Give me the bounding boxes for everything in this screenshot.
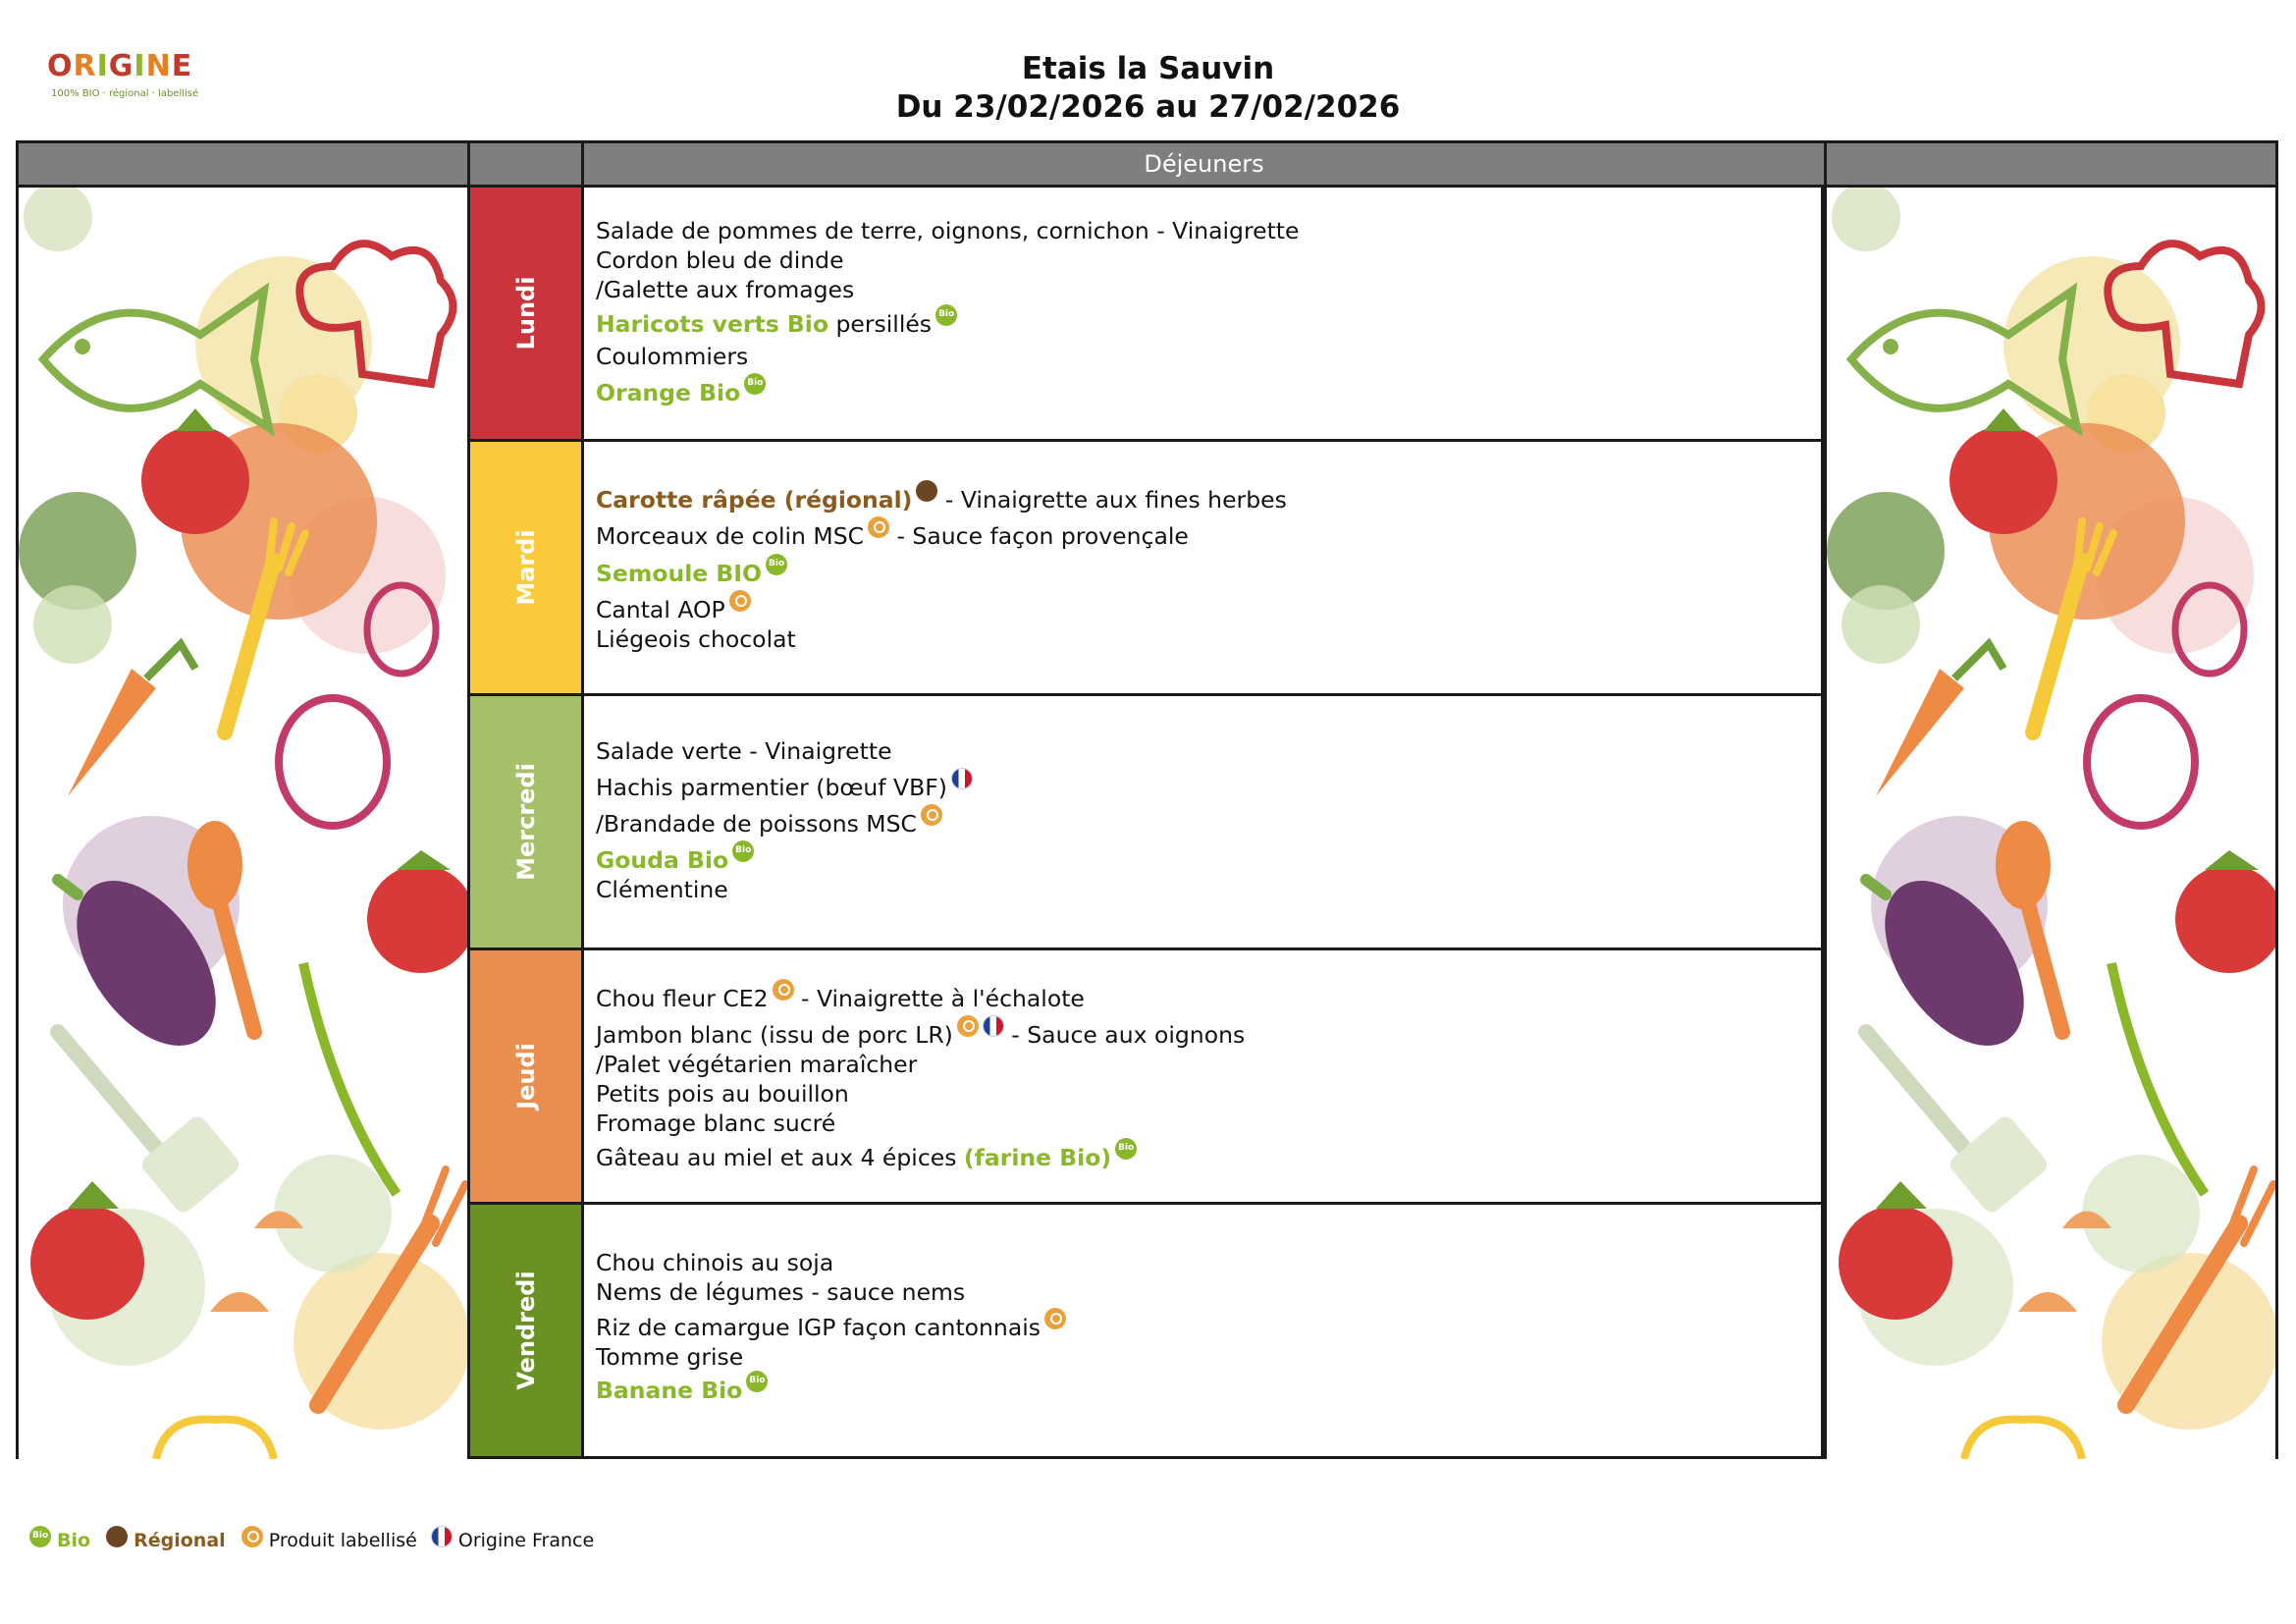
- menu-line: [596, 560, 787, 587]
- menu-line: Chou chinois au soja: [596, 1249, 834, 1276]
- bio-icon: [29, 1526, 51, 1547]
- menu-text: Morceaux de colin MSC: [596, 522, 865, 550]
- menu-table: [16, 140, 2278, 1459]
- menu-line: Fromage blanc sucré: [596, 1110, 836, 1137]
- food-illustration-right-art: [1827, 188, 2275, 1459]
- label-icon: [773, 979, 794, 1001]
- menu-line: [596, 1144, 1137, 1171]
- day-label: Vendredi: [511, 1271, 540, 1390]
- menu-line: Liégeois chocolat: [596, 625, 796, 653]
- menu-line: Salade de pommes de terre, oignons, cornichon - Vinaigrette: [596, 217, 1300, 244]
- menu-line: Tomme grise: [596, 1343, 744, 1371]
- menu-line: Salade verte - Vinaigrette: [596, 737, 892, 765]
- legend-france: Origine France: [457, 1530, 595, 1551]
- legend: [26, 1530, 594, 1551]
- menu-line: [596, 522, 1189, 550]
- menu-cell-lundi: [584, 188, 1824, 439]
- day-label: Lundi: [511, 276, 540, 351]
- menu-line: [596, 486, 1287, 514]
- bio-icon: [732, 840, 754, 862]
- menu-text: Cantal AOP: [596, 596, 725, 623]
- menu-line: /Galette aux fromages: [596, 276, 855, 303]
- food-illustration-left: [19, 188, 467, 1459]
- france-flag-icon: [983, 1015, 1004, 1037]
- menu-text: persillés: [828, 310, 933, 338]
- menu-line: [596, 379, 766, 406]
- label-icon: [729, 590, 751, 612]
- menu-line: [596, 985, 1085, 1012]
- legend-bio: Bio: [57, 1530, 91, 1551]
- menu-text: - Sauce façon provençale: [889, 522, 1189, 550]
- label-icon: [241, 1526, 263, 1547]
- menu-text: Gâteau au miel et aux 4 épices: [596, 1144, 964, 1171]
- column-label: Déjeuners: [1144, 150, 1264, 178]
- regional-icon: [916, 480, 937, 502]
- legend-regional: Régional: [133, 1530, 226, 1551]
- bio-text: Haricots verts Bio: [596, 310, 829, 338]
- menu-cell-vendredi: [584, 1205, 1824, 1456]
- logo-tagline: 100% BIO · régional · labellisé: [51, 88, 199, 99]
- bio-icon: [766, 554, 787, 575]
- menu-line: Petits pois au bouillon: [596, 1080, 849, 1108]
- header-cell-right: [1827, 143, 2275, 185]
- bio-text: Banane Bio: [596, 1377, 743, 1404]
- menu-text: Riz de camargue IGP façon cantonnais: [596, 1314, 1041, 1341]
- regional-text: Carotte râpée (régional): [596, 486, 913, 514]
- menu-cell-jeudi: [584, 950, 1824, 1202]
- bio-text: Orange Bio: [596, 379, 741, 406]
- menu-line: [596, 774, 973, 801]
- header-cell-dejeuners: [584, 143, 1827, 185]
- bio-text: (farine Bio): [963, 1144, 1112, 1171]
- menu-text: - Vinaigrette à l'échalote: [793, 985, 1085, 1012]
- menu-line: /Palet végétarien maraîcher: [596, 1051, 918, 1078]
- menu-text: Hachis parmentier (bœuf VBF): [596, 774, 947, 801]
- menu-line: Clémentine: [596, 876, 728, 903]
- menu-text: /Brandade de poissons MSC: [596, 810, 917, 838]
- day-mercredi: [470, 696, 584, 947]
- menu-text: Jambon blanc (issu de porc LR): [596, 1021, 953, 1049]
- menu-text: Chou fleur CE2: [596, 985, 769, 1012]
- france-flag-icon: [431, 1526, 453, 1547]
- menu-line: [596, 1021, 1245, 1049]
- logo-wordmark: ORIGINE: [47, 49, 193, 83]
- day-jeudi: [470, 950, 584, 1202]
- day-vendredi: [470, 1205, 584, 1456]
- menu-line: [596, 596, 751, 623]
- menu-text: - Sauce aux oignons: [1003, 1021, 1246, 1049]
- food-illustration-left-art: [19, 188, 467, 1459]
- header-cell-day: [470, 143, 584, 185]
- day-label: Jeudi: [511, 1043, 540, 1110]
- food-illustration-right: [1827, 188, 2275, 1459]
- menu-line: [596, 1377, 768, 1404]
- menu-cell-mercredi: [584, 696, 1824, 947]
- date-range: Du 23/02/2026 au 27/02/2026: [895, 89, 1401, 125]
- divider-right: [1824, 143, 1827, 1456]
- bio-icon: [1115, 1138, 1137, 1160]
- day-mardi: [470, 442, 584, 693]
- bio-icon: [935, 304, 957, 326]
- day-label: Mercredi: [511, 763, 540, 881]
- menu-line: Nems de légumes - sauce nems: [596, 1278, 966, 1306]
- menu-cell-mardi: [584, 442, 1824, 693]
- bio-text: Gouda Bio: [596, 846, 729, 874]
- bio-text: Semoule BIO: [596, 560, 763, 587]
- menu-text: - Vinaigrette aux fines herbes: [937, 486, 1287, 514]
- bio-icon: [746, 1371, 768, 1392]
- menu-line: [596, 810, 942, 838]
- label-icon: [921, 804, 942, 826]
- menu-line: Coulommiers: [596, 343, 749, 370]
- header-cell-left: [19, 143, 470, 185]
- menu-line: [596, 310, 957, 338]
- label-icon: [957, 1015, 979, 1037]
- bio-icon: [744, 373, 766, 395]
- day-label: Mardi: [511, 529, 540, 606]
- page-title: Etais la Sauvin: [1021, 51, 1275, 86]
- regional-icon: [106, 1526, 128, 1547]
- label-icon: [1044, 1308, 1066, 1329]
- menu-line: [596, 1314, 1066, 1341]
- day-lundi: [470, 188, 584, 439]
- menu-line: [596, 846, 754, 874]
- label-icon: [868, 516, 889, 538]
- legend-labellise: Produit labellisé: [268, 1530, 417, 1551]
- menu-line: Cordon bleu de dinde: [596, 246, 844, 274]
- france-flag-icon: [951, 768, 973, 789]
